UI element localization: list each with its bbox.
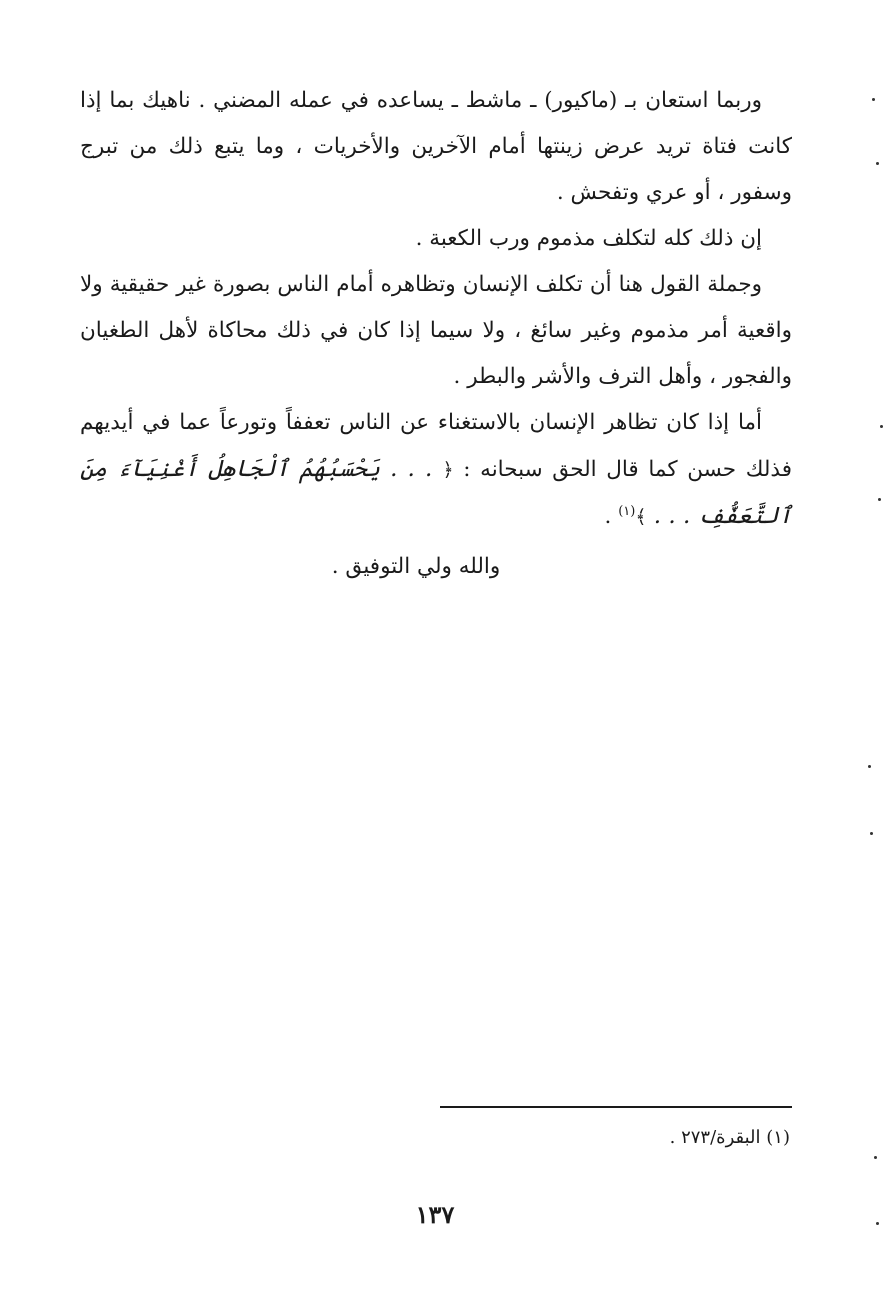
footnote: (١) البقرة/٢٧٣ . — [669, 1127, 790, 1148]
main-text — [80, 78, 792, 590]
paragraph-4-lead: أما إذا كان تظاهر الإنسان بالاستغناء عن الناس تعففاً وتورعاً عما في أيديهم فذلك حسن كما قال الحق سبحانه : — [80, 410, 792, 482]
closing-line: والله ولي التوفيق . — [331, 554, 501, 579]
paragraph-4 — [80, 400, 792, 540]
paragraph-4-tail: . — [604, 504, 619, 529]
footnote-reference[interactable]: (١) — [618, 503, 636, 519]
scan-speck — [872, 98, 875, 101]
paragraph-3: وجملة القول هنا أن تكلف الإنسان وتظاهره أمام الناس بصورة غير حقيقية ولا واقعية أمر مذموم وغير سائغ ، ولا سيما إذا كان في ذلك محاكاة لأهل الطغيان والفجور ، وأهل الترف والأشر والبطر . — [80, 272, 792, 389]
scan-speck — [868, 765, 871, 768]
paragraph-1: وربما استعان بـ (ماكيور) ـ ماشط ـ يساعده في عمله المضني . ناهيك بما إذا كانت فتاة تريد عرض زينتها أمام الآخرين والأخريات ، وما يتبع ذلك من تبرج وسفور ، أو عري وتفحش . — [80, 88, 792, 205]
scan-speck — [876, 162, 879, 165]
quran-quote: . . . يَحْسَبُهُمُ ٱلْجَاهِلُ أَغْنِيَآءَ مِنَ ٱلتَّعَفُّفِ . . . — [80, 456, 792, 529]
scan-speck — [878, 498, 881, 501]
paragraph-2: إن ذلك كله لتكلف مذموم ورب الكعبة . — [415, 226, 762, 251]
quran-open-bracket: ﴿ — [442, 459, 454, 481]
quran-close-bracket: ﴾ — [635, 506, 647, 528]
scan-speck — [876, 1222, 879, 1225]
footnote-divider — [440, 1106, 792, 1108]
scan-speck — [870, 832, 873, 835]
scan-speck — [880, 425, 883, 428]
page-number — [0, 1200, 886, 1229]
scan-speck — [874, 1156, 877, 1159]
page-number-text: ١٣٧ — [415, 1200, 455, 1229]
